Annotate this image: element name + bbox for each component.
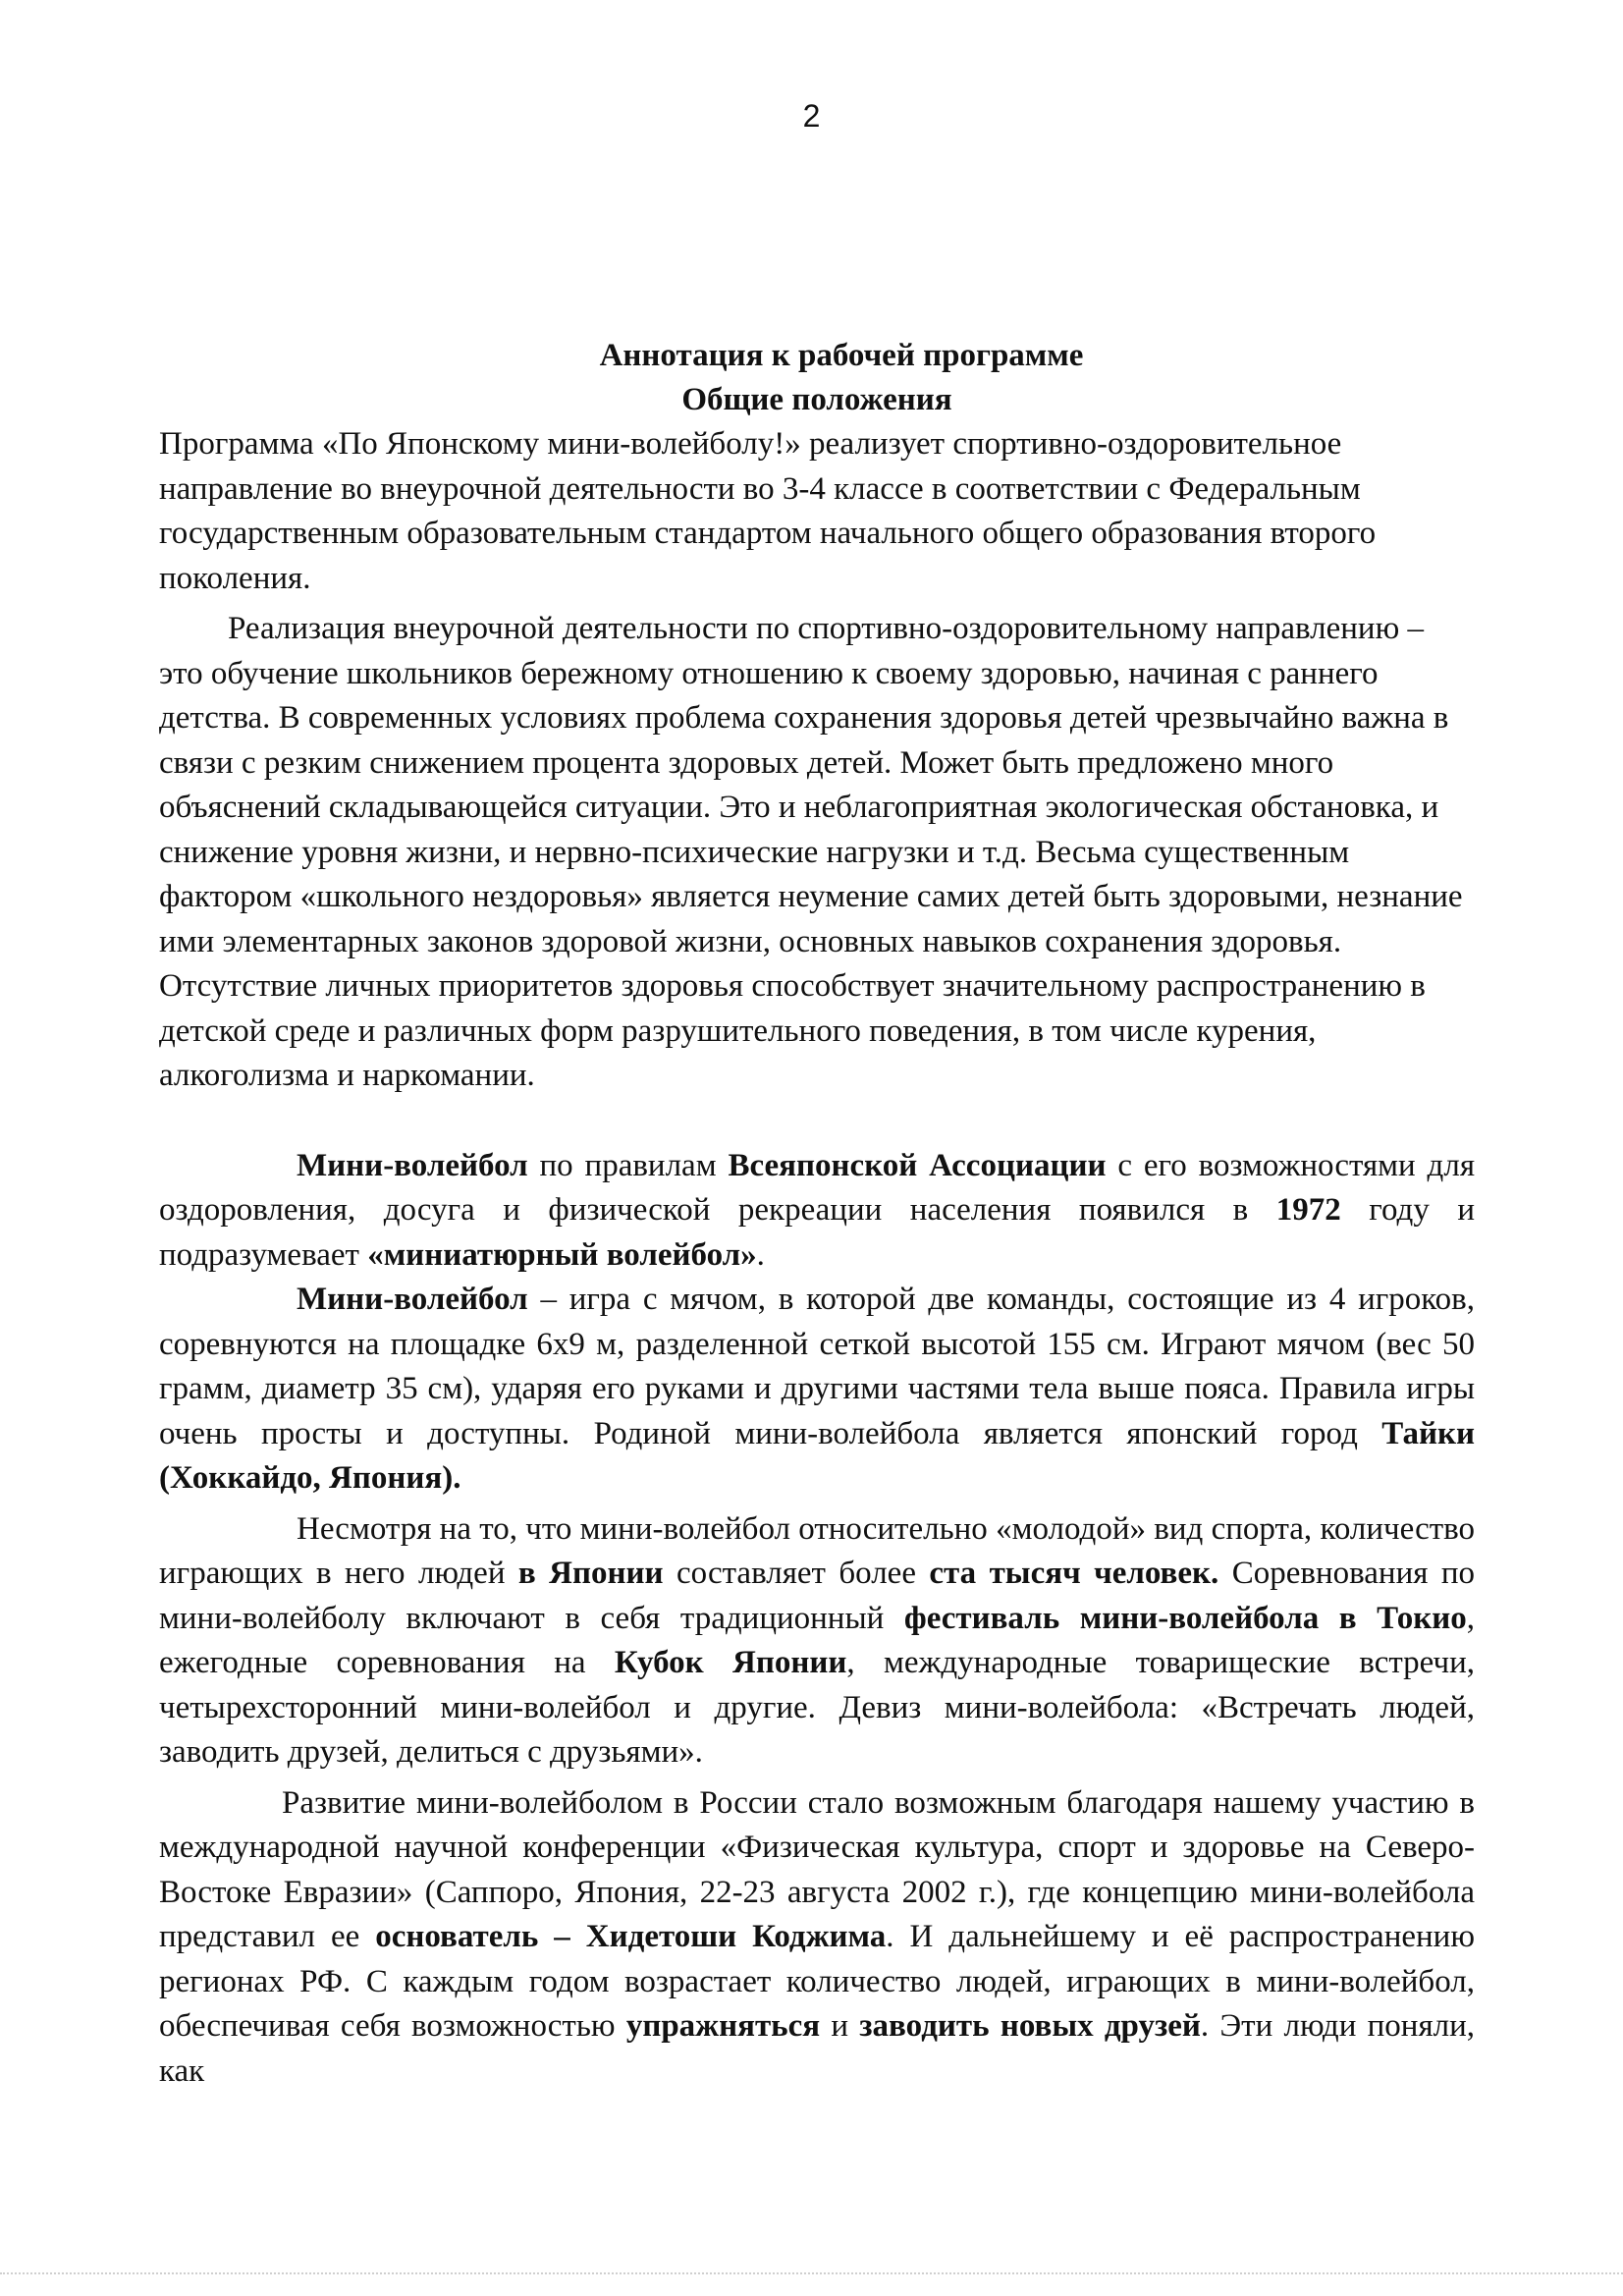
bold-term: Всеяпонской Ассоциации [728, 1147, 1107, 1183]
paragraph-program-intro: Программа «По Японскому мини-волейболу!» реализует спортивно-оздоровительное направление во внеурочной деятельности во 3-4 классе в соответствии с Федеральным государственным образовательным стандартом начального общего образования второго поколения. [159, 426, 1377, 596]
bold-term: «миниатюрный волейбол» [367, 1236, 757, 1273]
bold-term: Мини-волейбол [297, 1282, 528, 1317]
bold-term: Мини-волейбол [297, 1147, 528, 1183]
bold-term: Тайки (Хоккайдо, Япония). [159, 1415, 1475, 1496]
bold-term: ста тысяч человек. [929, 1556, 1219, 1591]
paragraph-game-rules: Мини-волейбол – игра с мячом, в которой две команды, состоящие из 4 игроков, соревнуются на площадке 6х9 м, разделенной сеткой высотой 155 см. Играют мячом (вес 50 грамм, диаметр 35 см), ударяя его руками и другими частями тела выше пояса. Правила игры очень просты и доступны. Родиной мини-волейбола является японский город Тайки (Хоккайдо, Япония). [159, 1282, 1475, 1496]
page-number: 2 [802, 98, 821, 134]
section-heading: Общие положения [681, 382, 952, 417]
bold-term: упражняться [625, 2008, 821, 2044]
scan-edge-line [0, 2272, 1623, 2274]
bold-term: 1972 [1275, 1192, 1341, 1228]
document-title: Аннотация к рабочей программе [599, 338, 1084, 373]
bold-term: фестиваль мини-волейбола в Токио [903, 1600, 1467, 1636]
bold-term: основатель – Хидетоши Коджима [375, 1919, 887, 1954]
paragraph-mini-volleyball-origin: Мини-волейбол по правилам Всеяпонской Ассоциации с его возможностями для оздоровления, досуга и физической рекреации населения появился в 1972 году и подразумевает «миниатюрный волейбол». [159, 1147, 1475, 1273]
bold-term: Кубок Японии [614, 1645, 847, 1680]
paragraph-russia-development: Развитие мини-волейболом в России стало возможным благодаря нашему участию в международной научной конференции «Физическая культура, спорт и здоровье на Северо-Востоке Евразии» (Саппоро, Япония, 22-23 августа 2002 г.), где концепцию мини-волейбола представил ее основатель – Хидетоши Коджима. И дальнейшему и её распространению регионах РФ. С каждым годом возрастает количество людей, играющих в мини-волейбол, обеспечивая себя возможностью упражняться и заводить новых друзей. Эти люди поняли, как [159, 1784, 1475, 2089]
paragraph-popularity-japan: Несмотря на то, что мини-волейбол относительно «молодой» вид спорта, количество играющих в него людей в Японии составляет более ста тысяч человек. Соревнования по мини-волейболу включают в себя традиционный фестиваль мини-волейбола в Токио, ежегодные соревнования на Кубок Японии, международные товарищеские встречи, четырехсторонний мини-волейбол и другие. Девиз мини-волейбола: «Встречать людей, заводить друзей, делиться с друзьями». [159, 1510, 1475, 1770]
document-body [159, 334, 1475, 2094]
paragraph-health-context: Реализация внеурочной деятельности по спортивно-оздоровительному направлению – это обучение школьников бережному отношению к своему здоровью, начиная с раннего детства. В современных условиях проблема сохранения здоровья детей чрезвычайно важна в связи с резким снижением процента здоровых детей. Может быть предложено много объяснений складывающейся ситуации. Это и неблагоприятная экологическая обстановка, и снижение уровня жизни, и нервно-психические нагрузки и т.д. Весьма существенным фактором «школьного нездоровья» является неумение самих детей быть здоровыми, незнание ими элементарных законов здоровой жизни, основных навыков сохранения здоровья. Отсутствие личных приоритетов здоровья способствует значительному распространению в детской среде и различных форм разрушительного поведения, в том числе курения, алкоголизма и наркомании. [159, 611, 1463, 1093]
bold-term: в Японии [517, 1556, 664, 1591]
bold-term: заводить новых друзей [859, 2008, 1201, 2044]
